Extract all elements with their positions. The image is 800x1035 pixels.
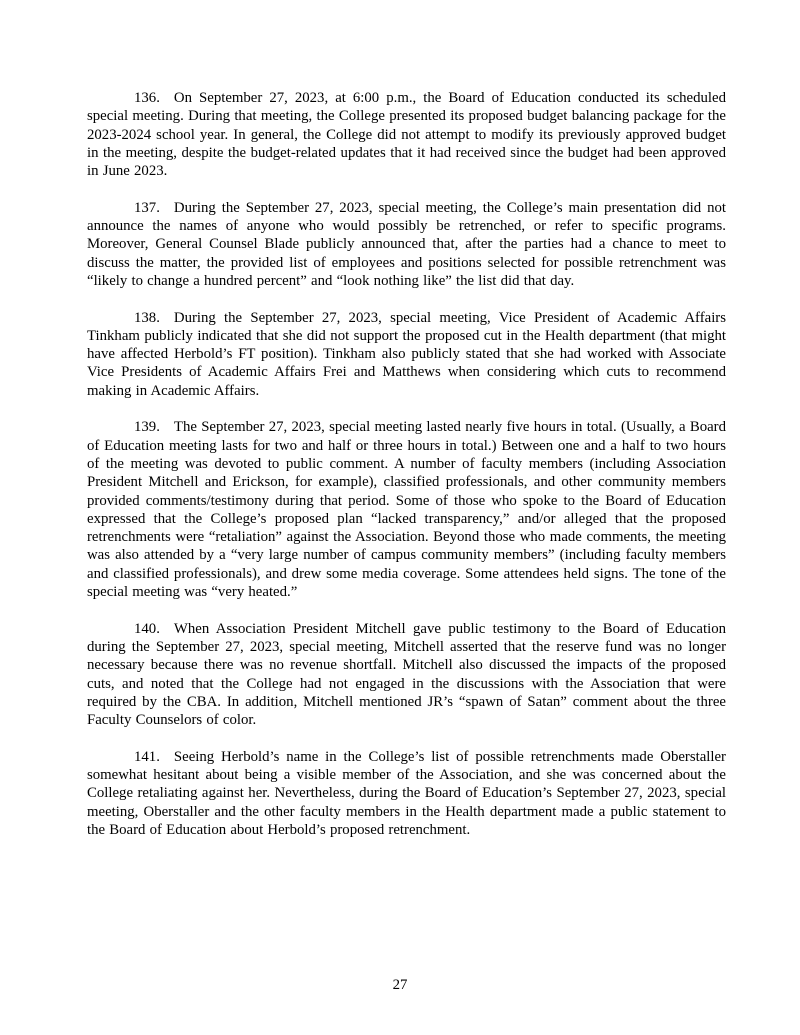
paragraph-136 — [87, 89, 726, 180]
paragraph-140-text: When Association President Mitchell gave public testimony to the Board of Education during the September 27, 2023, special meeting, Mitchell asserted that the reserve fund was no longer necessary because there was no revenue shortfall. Mitchell also discussed the impacts of the proposed cuts, and noted that the College had not engaged in the discussions with the Association that were required by the CBA. In addition, Mitchell mentioned JR’s “spawn of Satan” comment about the three Faculty Counselors of color. — [87, 620, 726, 729]
paragraph-140 — [87, 620, 726, 730]
paragraph-139-text: The September 27, 2023, special meeting lasted nearly five hours in total. (Usually, a Board of Education meeting lasts for two and half or three hours in total.) Between one and a half to two hours of the meeting was devoted to public comment. A number of faculty members (including Association President Mitchell and Erickson, for example), classified professionals, and other community members provided comments/testimony during that period. Some of those who spoke to the Board of Education expressed that the College’s proposed plan “lacked transparency,” and/or alleged that the proposed retrenchments were “retaliation” against the Association. Beyond those who made comments, the meeting was also attended by a “very large number of campus community members” (including faculty members and classified professionals), and drew some media coverage. Some attendees held signs. The tone of the special meeting was “very heated.” — [87, 419, 726, 601]
paragraph-141-text: Seeing Herbold’s name in the College’s list of possible retrenchments made Oberstaller somewhat hesitant about being a visible member of the Association, and she was concerned about the College retaliating against her. Nevertheless, during the Board of Education’s September 27, 2023, special meeting, Oberstaller and the other faculty members in the Health department made a public statement to the Board of Education about Herbold’s proposed retrenchment. — [87, 748, 726, 838]
paragraph-138-number: 138. — [134, 309, 160, 326]
paragraph-139 — [87, 418, 726, 601]
paragraph-141-number: 141. — [134, 748, 160, 765]
paragraph-137 — [87, 199, 726, 290]
paragraph-138-text: During the September 27, 2023, special meeting, Vice President of Academic Affairs Tinkham publicly indicated that she did not support the proposed cut in the Health department (that might have affected Herbold’s FT position). Tinkham also publicly stated that she had worked with Associate Vice Presidents of Academic Affairs Frei and Matthews when considering which cuts to recommend making in Academic Affairs. — [87, 309, 726, 399]
page-number: 27 — [392, 977, 408, 993]
paragraph-136-number: 136. — [134, 90, 160, 106]
paragraph-137-text: During the September 27, 2023, special meeting, the College’s main presentation did not announce the names of anyone who would possibly be retrenched, or refer to specific programs. Moreover, General Counsel Blade publicly announced that, after the parties had a chance to meet to discuss the matter, the provided list of employees and positions selected for possible retrenchment was “likely to change a hundred percent” and “look nothing like” the list did that day. — [87, 199, 726, 289]
document-body — [87, 89, 726, 857]
paragraph-141 — [87, 748, 726, 839]
paragraph-140-number: 140. — [134, 620, 160, 637]
paragraph-137-number: 137. — [134, 199, 160, 216]
paragraph-136-text: On September 27, 2023, at 6:00 p.m., the Board of Education conducted its scheduled special meeting. During that meeting, the College presented its proposed budget balancing package for the 2023-2024 school year. In general, the College did not attempt to modify its previously approved budget in the meeting, despite the budget-related updates that it had received since the budget had been approved in June 2023. — [87, 90, 726, 180]
paragraph-138 — [87, 309, 726, 400]
paragraph-139-number: 139. — [134, 419, 160, 436]
